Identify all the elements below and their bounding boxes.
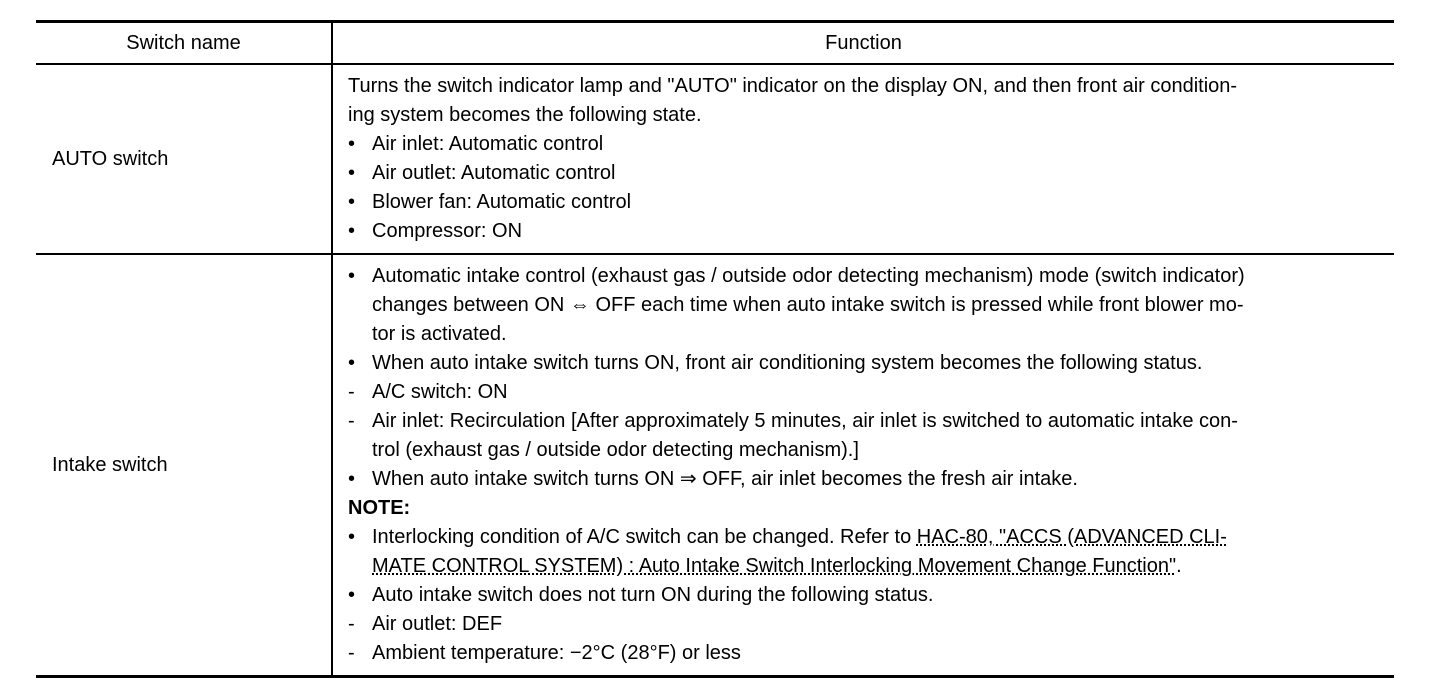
intro-line: ing system becomes the following state. [348, 104, 702, 126]
item-text [372, 407, 1384, 465]
bullet-marker: • [348, 265, 356, 287]
list-item [348, 610, 1384, 639]
switch-name-cell: Intake switch [36, 254, 332, 677]
bullet-marker: • [348, 220, 356, 242]
dash-marker: - [348, 613, 355, 635]
list-item [348, 130, 1384, 159]
dash-marker: - [348, 410, 355, 432]
dash-marker: - [348, 642, 355, 664]
list-item [348, 378, 1384, 407]
list-item [348, 523, 1384, 581]
header-function: Function [825, 31, 902, 54]
item-text: Air outlet: Automatic control [372, 162, 616, 184]
table-header-row [36, 22, 1394, 65]
list-item [348, 349, 1384, 378]
item-line: tor is activated. [372, 323, 507, 345]
bullet-marker: • [348, 352, 356, 374]
reference-link-continued[interactable]: MATE CONTROL SYSTEM) : Auto Intake Switch Interlocking Movement Change Function" [372, 555, 1177, 577]
list-item [348, 581, 1384, 610]
list-item [348, 639, 1384, 668]
item-line: Automatic intake control (exhaust gas / outside odor detecting mechanism) mode (switch indicator) [372, 265, 1245, 287]
list-item [348, 407, 1384, 465]
dash-marker: - [348, 381, 355, 403]
table-row [36, 254, 1394, 677]
list-item [348, 188, 1384, 217]
item-line: changes between ON ⇔ OFF each time when auto intake switch is pressed while front blower mo- [372, 294, 1244, 316]
list-item [348, 465, 1384, 494]
item-text: A/C switch: ON [372, 381, 508, 403]
header-switch-name: Switch name [36, 22, 332, 65]
bullet-marker: • [348, 133, 356, 155]
bullet-marker: • [348, 191, 356, 213]
intro-line: Turns the switch indicator lamp and "AUTO" indicator on the display ON, and then front air condition- [348, 75, 1238, 97]
note-label: NOTE: [348, 497, 411, 519]
reference-link[interactable]: HAC-80, "ACCS (ADVANCED CLI- [916, 526, 1227, 548]
list-item [348, 262, 1384, 349]
function-cell [332, 254, 1394, 677]
function-cell [332, 64, 1394, 254]
item-text [372, 262, 1384, 349]
note-prefix: Interlocking condition of A/C switch can be changed. Refer to [372, 526, 917, 548]
item-line [372, 552, 1384, 581]
item-text: When auto intake switch turns ON, front air conditioning system becomes the following status. [372, 352, 1203, 374]
item-line: trol (exhaust gas / outside odor detecting mechanism).] [372, 439, 859, 461]
item-line: Air inlet: Recirculation [After approximately 5 minutes, air inlet is switched to automatic intake con- [372, 410, 1238, 432]
item-text: Compressor: ON [372, 220, 523, 242]
item-text: Ambient temperature: −2°C (28°F) or less [372, 642, 741, 664]
switch-function-table [36, 20, 1394, 678]
item-line [372, 523, 1384, 552]
list-item [348, 217, 1384, 246]
item-text: Air inlet: Automatic control [372, 133, 604, 155]
table-row [36, 64, 1394, 254]
note-suffix: . [1176, 555, 1182, 577]
bullet-marker: • [348, 526, 356, 548]
item-text [372, 523, 1384, 581]
bullet-marker: • [348, 584, 356, 606]
item-text: Blower fan: Automatic control [372, 191, 632, 213]
item-text: Auto intake switch does not turn ON during the following status. [372, 584, 934, 606]
item-text: Air outlet: DEF [372, 613, 503, 635]
item-text: When auto intake switch turns ON ⇒ OFF, air inlet becomes the fresh air intake. [372, 468, 1078, 490]
switch-name-cell: AUTO switch [36, 64, 332, 254]
list-item [348, 159, 1384, 188]
bullet-marker: • [348, 468, 356, 490]
bullet-marker: • [348, 162, 356, 184]
table [36, 20, 1394, 678]
